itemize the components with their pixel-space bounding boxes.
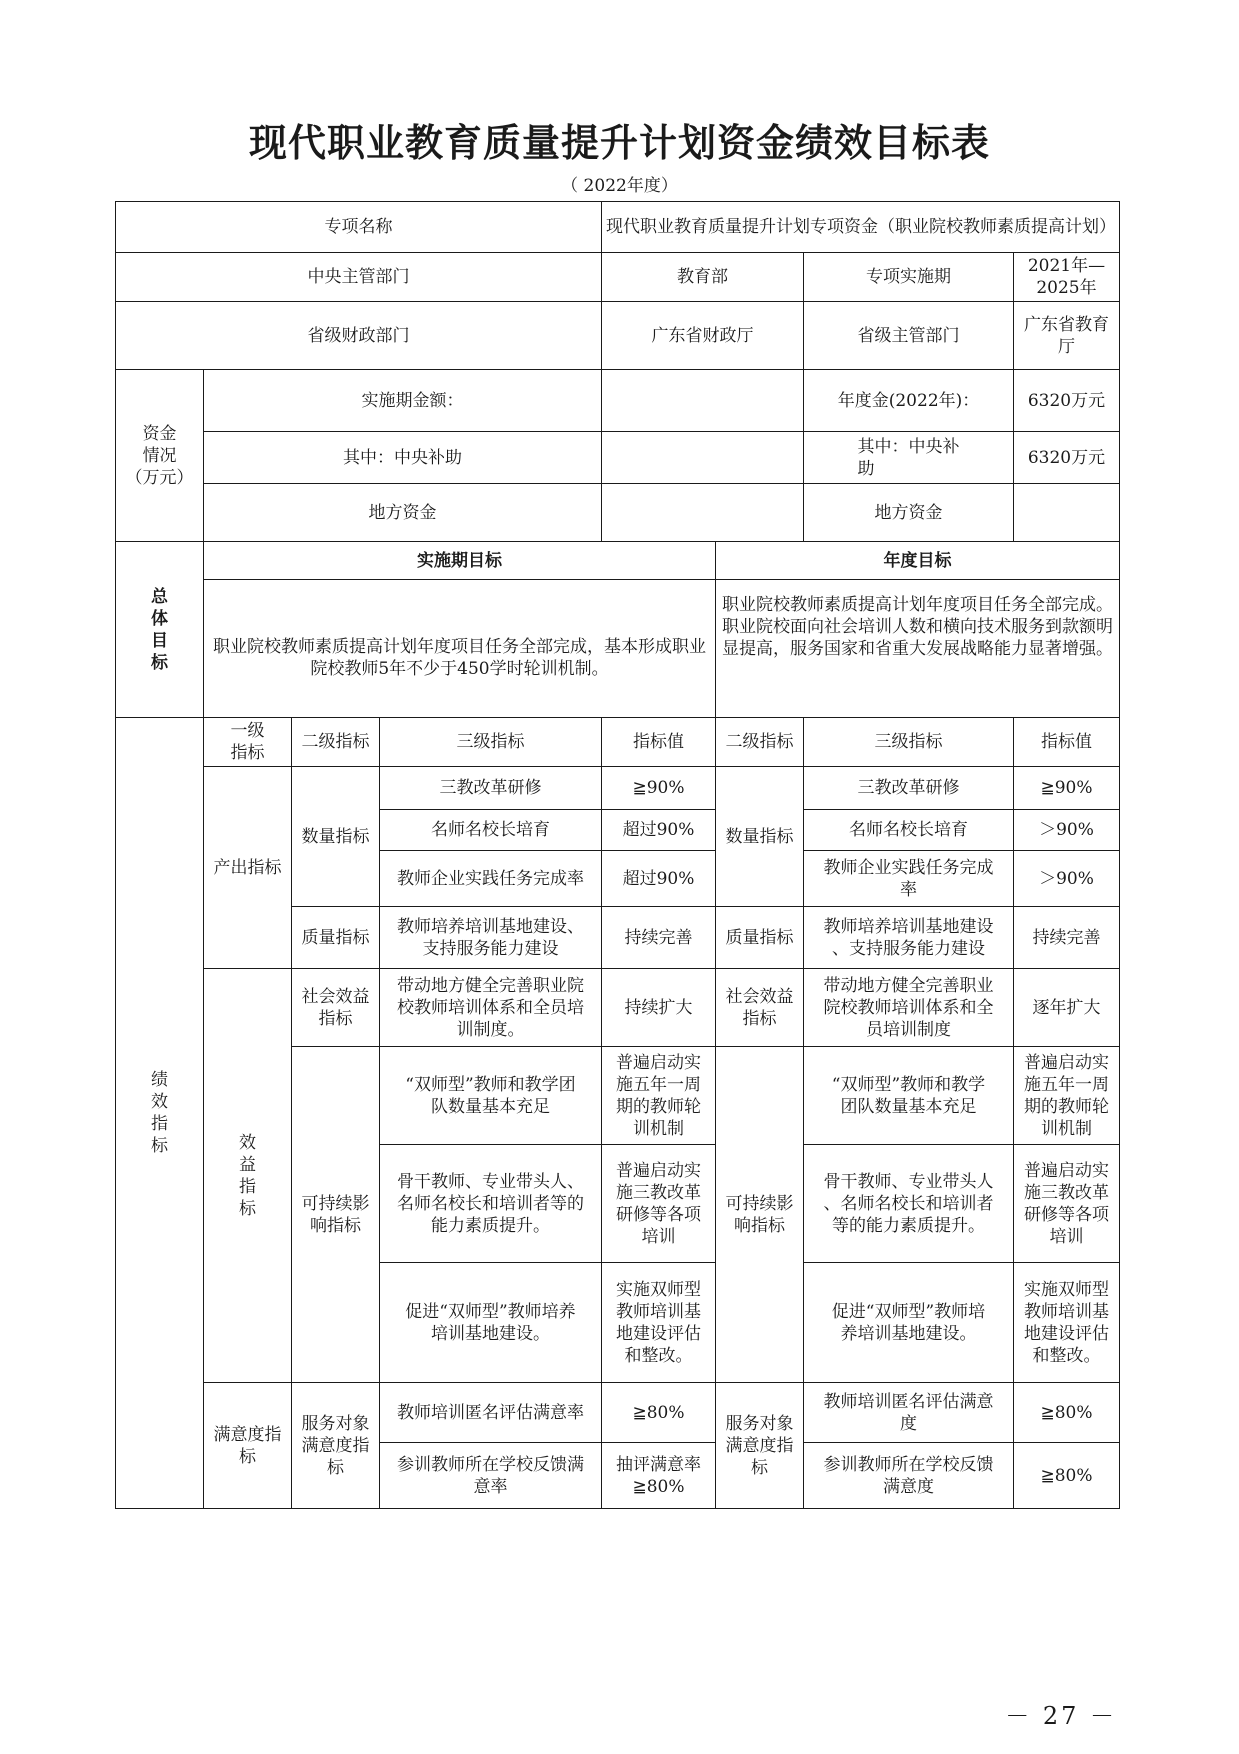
social-row-value-annual: 逐年扩大 — [1014, 969, 1120, 1047]
period-goal-header: 实施期目标 — [204, 542, 716, 580]
header-level2: 二级指标 — [292, 718, 380, 767]
satisfaction-row-1-value-annual: ≧80% — [1014, 1383, 1120, 1443]
social-indicator-label-annual: 社会效益 指标 — [716, 969, 804, 1047]
central-sub-annual-label: 其中：中央补 助 — [804, 432, 1014, 484]
satisfaction-row-2-level3: 参训教师所在学校反馈满 意率 — [380, 1443, 602, 1509]
output-row-2-value-annual: ＞90% — [1014, 810, 1120, 851]
output-row-3-value-annual: ＞90% — [1014, 851, 1120, 907]
sustain-row-1-value-annual: 普遍启动实 施五年一周 期的教师轮 训机制 — [1014, 1047, 1120, 1145]
output-row-1-level3-annual: 三教改革研修 — [804, 767, 1014, 810]
period-label: 专项实施期 — [804, 253, 1014, 302]
annual-goal-header: 年度目标 — [716, 542, 1120, 580]
sustain-row-2-level3-annual: 骨干教师、专业带头人 、名师名校长和培训者 等的能力素质提升。 — [804, 1145, 1014, 1263]
document-title: 现代职业教育质量提升计划资金绩效目标表 — [248, 120, 990, 165]
central-dept-value: 教育部 — [602, 253, 804, 302]
sustain-row-2-value: 普遍启动实 施三教改革 研修等各项 培训 — [602, 1145, 716, 1263]
quantity-indicator-label: 数量指标 — [292, 767, 380, 907]
sustain-row-3-level3: 促进“双师型”教师培养 培训基地建设。 — [380, 1263, 602, 1383]
output-row-4-level3-annual: 教师培养培训基地建设 、支持服务能力建设 — [804, 907, 1014, 969]
social-indicator-label: 社会效益 指标 — [292, 969, 380, 1047]
output-row-3-level3-annual: 教师企业实践任务完成 率 — [804, 851, 1014, 907]
prov-dept-label: 省级主管部门 — [804, 302, 1014, 370]
sustain-row-3-value-annual: 实施双师型 教师培训基 地建设评估 和整改。 — [1014, 1263, 1120, 1383]
period-goal-text: 职业院校教师素质提高计划年度项目任务全部完成，基本形成职业院校教师5年不少于450学时轮训机制。 — [204, 580, 716, 718]
social-row-level3: 带动地方健全完善职业院 校教师培训体系和全员培 训制度。 — [380, 969, 602, 1047]
header-level3: 三级指标 — [380, 718, 602, 767]
output-indicator-label: 产出指标 — [204, 767, 292, 969]
local-funds-label: 地方资金 — [204, 484, 602, 542]
project-name-value: 现代职业教育质量提升计划专项资金（职业院校教师素质提高计划） — [602, 202, 1120, 253]
period-amount-label: 实施期金额： — [204, 370, 602, 432]
sustain-row-3-level3-annual: 促进“双师型”教师培 养培训基地建设。 — [804, 1263, 1014, 1383]
prov-finance-value: 广东省财政厅 — [602, 302, 804, 370]
sustain-row-1-value: 普遍启动实 施五年一周 期的教师轮 训机制 — [602, 1047, 716, 1145]
output-row-2-value: 超过90% — [602, 810, 716, 851]
local-funds-annual-label: 地方资金 — [804, 484, 1014, 542]
sustain-row-2-value-annual: 普遍启动实 施三教改革 研修等各项 培训 — [1014, 1145, 1120, 1263]
indicators-group-label: 绩 效 指 标 — [116, 718, 204, 1509]
sustain-row-1-level3-annual: “双师型”教师和教学 团队数量基本充足 — [804, 1047, 1014, 1145]
satisfaction-row-1-value: ≧80% — [602, 1383, 716, 1443]
output-row-3-level3: 教师企业实践任务完成率 — [380, 851, 602, 907]
header-level2-annual: 二级指标 — [716, 718, 804, 767]
header-value: 指标值 — [602, 718, 716, 767]
goals-group-label: 总 体 目 标 — [116, 542, 204, 718]
service-satisfaction-label: 服务对象 满意度指 标 — [292, 1383, 380, 1509]
satisfaction-row-1-level3-annual: 教师培训匿名评估满意 度 — [804, 1383, 1014, 1443]
annual-amount-label: 年度金(2022年)： — [804, 370, 1014, 432]
output-row-2-level3: 名师名校长培育 — [380, 810, 602, 851]
period-amount-value — [602, 370, 804, 432]
output-row-4-value-annual: 持续完善 — [1014, 907, 1120, 969]
sustain-row-3-value: 实施双师型 教师培训基 地建设评估 和整改。 — [602, 1263, 716, 1383]
prov-dept-value: 广东省教育厅 — [1014, 302, 1120, 370]
annual-goal-text: 职业院校教师素质提高计划年度项目任务全部完成。职业院校面向社会培训人数和横向技术服务到款额明显提高，服务国家和省重大发展战略能力显著增强。 — [716, 580, 1120, 718]
funds-group-label: 资金 情况 （万元） — [116, 370, 204, 542]
output-row-4-value: 持续完善 — [602, 907, 716, 969]
local-funds-annual-value — [1014, 484, 1120, 542]
output-row-4-level3: 教师培养培训基地建设、 支持服务能力建设 — [380, 907, 602, 969]
central-sub-label: 其中：中央补助 — [204, 432, 602, 484]
output-row-3-value: 超过90% — [602, 851, 716, 907]
quality-indicator-label-annual: 质量指标 — [716, 907, 804, 969]
output-row-1-value-annual: ≧90% — [1014, 767, 1120, 810]
satisfaction-row-1-level3: 教师培训匿名评估满意率 — [380, 1383, 602, 1443]
project-name-label: 专项名称 — [116, 202, 602, 253]
output-row-2-level3-annual: 名师名校长培育 — [804, 810, 1014, 851]
performance-target-table — [115, 201, 1120, 1509]
sustain-row-2-level3: 骨干教师、专业带头人、 名师名校长和培训者等的 能力素质提升。 — [380, 1145, 602, 1263]
social-row-level3-annual: 带动地方健全完善职业 院校教师培训体系和全 员培训制度 — [804, 969, 1014, 1047]
central-sub-value — [602, 432, 804, 484]
period-value: 2021年—2025年 — [1014, 253, 1120, 302]
sustain-row-1-level3: “双师型”教师和教学团 队数量基本充足 — [380, 1047, 602, 1145]
satisfaction-row-2-value-annual: ≧80% — [1014, 1443, 1120, 1509]
satisfaction-indicator-label: 满意度指 标 — [204, 1383, 292, 1509]
header-level1: 一级 指标 — [204, 718, 292, 767]
quantity-indicator-label-annual: 数量指标 — [716, 767, 804, 907]
service-satisfaction-label-annual: 服务对象 满意度指 标 — [716, 1383, 804, 1509]
sustain-indicator-label: 可持续影 响指标 — [292, 1047, 380, 1383]
benefit-indicator-label: 效 益 指 标 — [204, 969, 292, 1383]
output-row-1-value: ≧90% — [602, 767, 716, 810]
central-sub-annual-value: 6320万元 — [1014, 432, 1120, 484]
header-level3-annual: 三级指标 — [804, 718, 1014, 767]
document-year: （ 2022年度） — [561, 176, 678, 196]
sustain-indicator-label-annual: 可持续影 响指标 — [716, 1047, 804, 1383]
output-row-1-level3: 三教改革研修 — [380, 767, 602, 810]
social-row-value: 持续扩大 — [602, 969, 716, 1047]
satisfaction-row-2-level3-annual: 参训教师所在学校反馈 满意度 — [804, 1443, 1014, 1509]
satisfaction-row-2-value: 抽评满意率 ≧80% — [602, 1443, 716, 1509]
quality-indicator-label: 质量指标 — [292, 907, 380, 969]
page-number: － 27 － — [1005, 1702, 1117, 1730]
local-funds-value — [602, 484, 804, 542]
central-dept-label: 中央主管部门 — [116, 253, 602, 302]
prov-finance-label: 省级财政部门 — [116, 302, 602, 370]
header-value-annual: 指标值 — [1014, 718, 1120, 767]
annual-amount-value: 6320万元 — [1014, 370, 1120, 432]
